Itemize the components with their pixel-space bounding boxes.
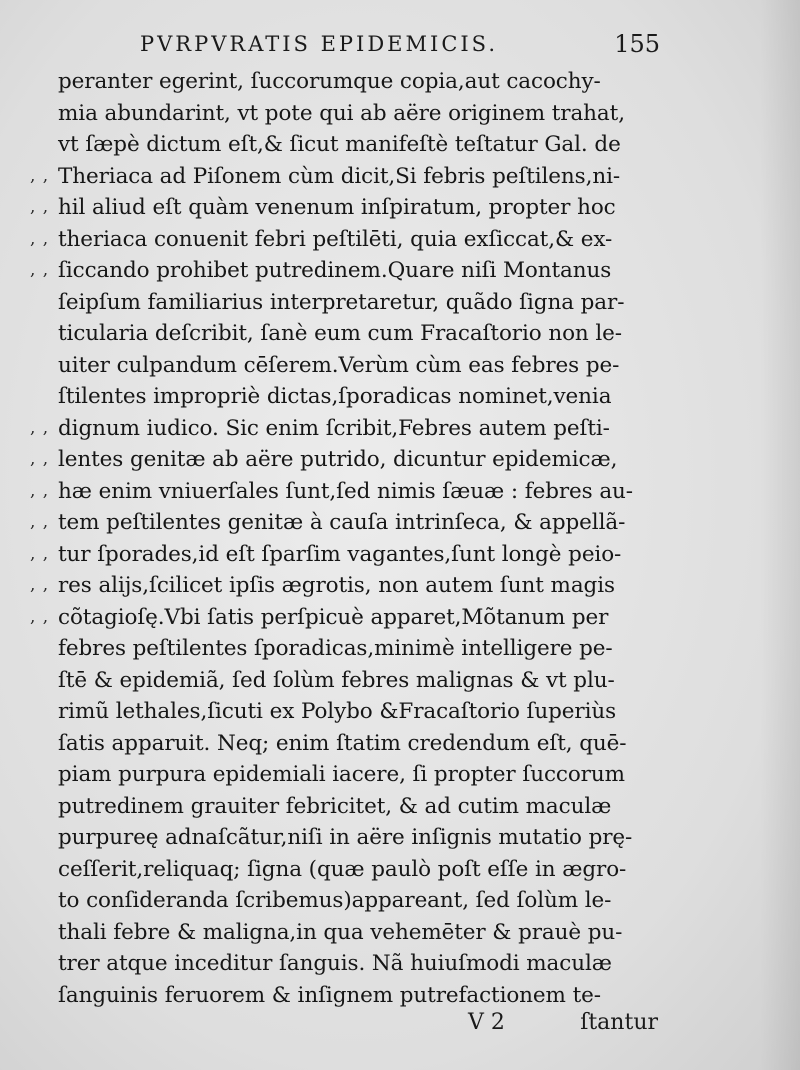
margin-quote-mark: , , <box>30 260 50 280</box>
line-text: ſeipſum familiarius interpretaretur, quãdo ſigna par- <box>58 289 625 315</box>
text-line <box>30 602 658 634</box>
line-text: thali febre & maligna,in qua vehemēter & prauè pu- <box>58 919 623 945</box>
line-text: mia abundarint, vt pote qui ab aëre originem trahat, <box>58 100 625 126</box>
line-text: dignum iudico. Sic enim ſcribit,Febres autem peſti- <box>58 415 610 441</box>
text-line <box>58 129 658 161</box>
text-line <box>58 287 658 319</box>
margin-quote-mark: , , <box>30 228 50 249</box>
text-line <box>58 980 658 1012</box>
line-text: ſanguinis feruorem & inſignem putrefactionem te- <box>58 982 601 1008</box>
text-line <box>58 66 658 98</box>
text-line <box>58 318 658 350</box>
line-text: piam purpura epidemiali iacere, ſi propter ſuccorum <box>58 762 625 787</box>
catchword: ſtantur <box>580 1010 658 1035</box>
body-text <box>30 66 658 1011</box>
line-text: ſatis apparuit. Neq; enim ſtatim credendum eſt, quē- <box>58 730 627 756</box>
text-line <box>58 350 658 382</box>
text-line <box>30 192 658 224</box>
line-text: ſtilentes impropriè dictas,ſporadicas nominet,venia <box>58 384 612 409</box>
text-line <box>30 444 658 476</box>
line-text: Theriaca ad Piſonem cùm dicit,Si febris peſtilens,ni- <box>58 163 621 189</box>
margin-quote-mark: , , <box>30 417 50 438</box>
margin-quote-mark: , , <box>30 575 50 595</box>
text-line <box>58 948 658 980</box>
line-text: vt ſæpè dictum eſt,& ſicut manifeſtè teſtatur Gal. de <box>58 132 621 157</box>
line-text: putredinem grauiter febricitet, & ad cutim maculæ <box>58 793 612 819</box>
margin-quote-mark: , , <box>30 449 50 469</box>
page-edge-shadow <box>760 0 800 1070</box>
line-text: hil aliud eſt quàm venenum inſpiratum, propter hoc <box>58 195 616 220</box>
text-line <box>58 822 658 854</box>
text-line <box>58 885 658 917</box>
text-line <box>30 413 658 445</box>
text-line <box>30 161 658 193</box>
line-text: ſtē & epidemiã, ſed ſolùm febres malignas & vt plu- <box>58 667 615 693</box>
text-line <box>58 759 658 791</box>
text-line <box>58 728 658 760</box>
line-text: lentes genitæ ab aëre putrido, dicuntur epidemicæ, <box>58 447 618 472</box>
signature-mark: V 2 <box>468 1010 505 1035</box>
line-text: rimũ lethales,ſicuti ex Polybo &Fracaſtorio ſuperiùs <box>58 699 617 724</box>
line-text: to conſideranda ſcribemus)appareant, ſed ſolùm le- <box>58 888 612 913</box>
line-text: uiter culpandum cēſerem.Verùm cùm eas febres pe- <box>58 352 620 378</box>
line-text: ſiccando prohibet putredinem.Quare niſi Montanus <box>58 258 612 283</box>
line-text: peranter egerint, ſuccorumque copia,aut cacochy- <box>58 69 601 94</box>
text-line <box>58 98 658 130</box>
line-text: hæ enim vniuerſales ſunt,ſed nimis ſæuæ : febres au- <box>58 478 633 504</box>
text-line <box>30 255 658 287</box>
text-line <box>30 507 658 539</box>
line-text: res alijs,ſcilicet ipſis ægrotis, non autem ſunt magis <box>58 573 615 598</box>
text-line <box>30 476 658 508</box>
margin-quote-mark: , , <box>30 606 50 627</box>
text-line <box>58 917 658 949</box>
line-text: ceſſerit,reliquaq; ſigna (quæ paulò poſt eſſe in ægro- <box>58 856 627 882</box>
text-line <box>58 381 658 413</box>
line-text: ticularia deſcribit, ſanè eum cum Fracaſtorio non le- <box>58 321 622 346</box>
line-text: theriaca conuenit febri peſtilēti, quia exſiccat,& ex- <box>58 226 613 252</box>
margin-quote-mark: , , <box>30 480 50 501</box>
text-line <box>30 539 658 571</box>
margin-quote-mark: , , <box>30 165 50 186</box>
margin-quote-mark: , , <box>30 512 50 532</box>
text-line <box>58 854 658 886</box>
margin-quote-mark: , , <box>30 197 50 217</box>
line-text: febres peſtilentes ſporadicas,minimè intelligere pe- <box>58 636 613 661</box>
line-text: purpureę adnaſcãtur,niſi in aëre inſignis mutatio prę- <box>58 825 633 850</box>
text-line <box>30 570 658 602</box>
page-number: 155 <box>614 30 660 58</box>
line-text: tem peſtilentes genitæ à cauſa intrinſeca, & appellã- <box>58 510 626 535</box>
line-text: trer atque inceditur ſanguis. Nã huiuſmodi maculæ <box>58 951 612 976</box>
text-line <box>58 665 658 697</box>
page-footer <box>58 1010 658 1044</box>
text-line <box>58 696 658 728</box>
line-text: cõtagioſę.Vbi ſatis perſpicuè apparet,Mõtanum per <box>58 604 609 630</box>
text-line <box>58 633 658 665</box>
margin-quote-mark: , , <box>30 543 50 564</box>
text-line <box>30 224 658 256</box>
page-header <box>140 30 660 62</box>
running-title: PVRPVRATIS EPIDEMICIS. <box>140 32 498 56</box>
text-line <box>58 791 658 823</box>
line-text: tur ſporades,id eſt ſparſim vagantes,ſunt longè peio- <box>58 541 622 567</box>
